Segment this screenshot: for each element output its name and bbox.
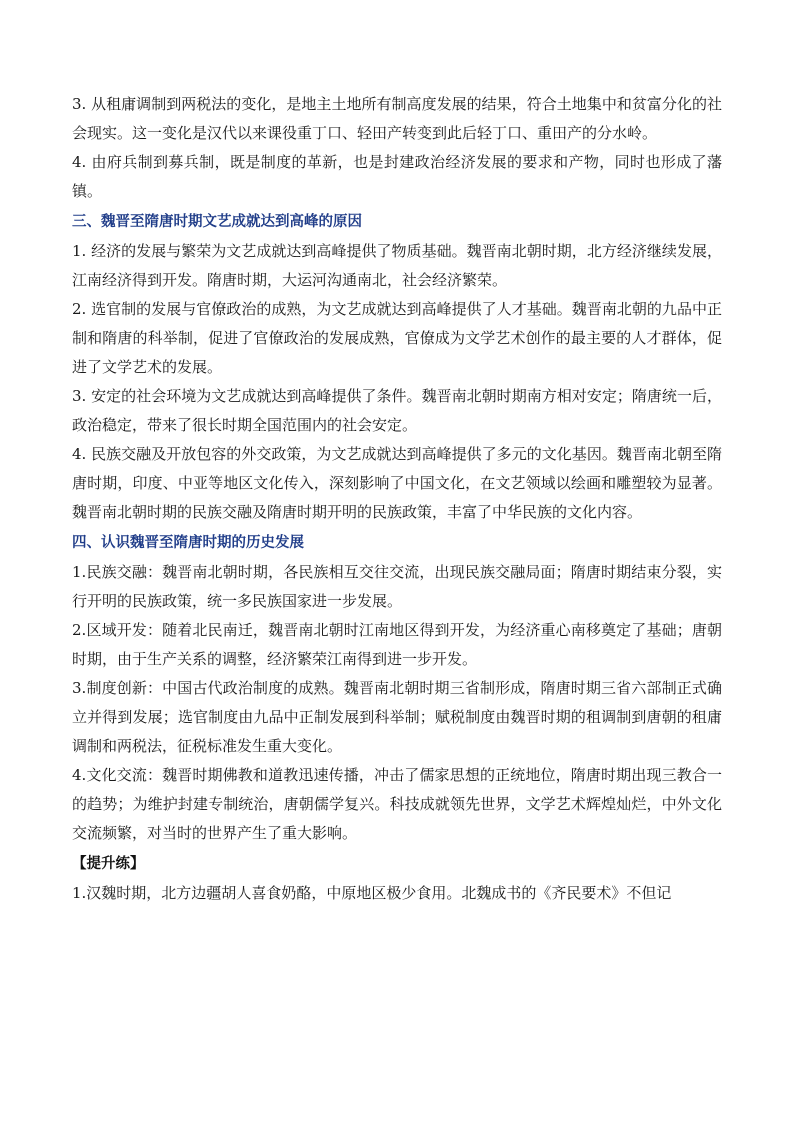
paragraph-land-tax: 3. 从租庸调制到两税法的变化，是地主土地所有制高度发展的结果，符合土地集中和贫富分化的社会现实。这一变化是汉代以来课役重丁口、轻田产转变到此后轻丁口、重田产的分水岭。 [72,95,722,142]
section4-item-2: 2.区域开发：随着北民南迁，魏晋南北朝时江南地区得到开发，为经济重心南移奠定了基础；唐朝时期，由于生产关系的调整，经济繁荣江南得到进一步开发。 [72,621,722,668]
section3-item-1: 1. 经济的发展与繁荣为文艺成就达到高峰提供了物质基础。魏晋南北朝时期，北方经济继续发展，江南经济得到开发。隋唐时期，大运河沟通南北，社会经济繁荣。 [72,242,722,289]
paragraph-military-system: 4. 由府兵制到募兵制，既是制度的革新，也是封建政治经济发展的要求和产物，同时也形成了藩镇。 [72,153,722,200]
section-heading-4: 四、认识魏晋至隋唐时期的历史发展 [72,535,304,551]
section3-item-4: 4. 民族交融及开放包容的外交政策，为文艺成就达到高峰提供了多元的文化基因。魏晋南北朝至隋唐时期，印度、中亚等地区文化传入，深刻影响了中国文化，在文艺领域以绘画和雕塑较为显著。魏晋南北朝时期的民族交融及隋唐时期开明的民族政策，丰富了中华民族的文化内容。 [72,445,722,521]
section4-item-1: 1.民族交融：魏晋南北朝时期，各民族相互交往交流，出现民族交融局面；隋唐时期结束分裂，实行开明的民族政策，统一多民族国家进一步发展。 [72,563,722,610]
section3-item-3: 3. 安定的社会环境为文艺成就达到高峰提供了条件。魏晋南北朝时期南方相对安定；隋唐统一后，政治稳定，带来了很长时期全国范围内的社会安定。 [72,387,722,434]
section4-item-3: 3.制度创新：中国古代政治制度的成熟。魏晋南北朝时期三省制形成，隋唐时期三省六部制正式确立并得到发展；选官制度由九品中正制发展到科举制；赋税制度由魏晋时期的租调制到唐朝的租庸调制和两税法，征税标准发生重大变化。 [72,679,722,755]
section3-item-2: 2. 选官制的发展与官僚政治的成熟，为文艺成就达到高峰提供了人才基础。魏晋南北朝的九品中正制和隋唐的科举制，促进了官僚政治的发展成熟，官僚成为文学艺术创作的最主要的人才群体，促进了文学艺术的发展。 [72,300,722,376]
practice-question-1: 1.汉魏时期，北方边疆胡人喜食奶酪，中原地区极少食用。北魏成书的《齐民要术》不但记 [72,884,672,902]
section4-item-4: 4.文化交流：魏晋时期佛教和道教迅速传播，冲击了儒家思想的正统地位，隋唐时期出现三教合一的趋势；为维护封建专制统治，唐朝儒学复兴。科技成就领先世界，文学艺术辉煌灿烂，中外文化交流频繁，对当时的世界产生了重大影响。 [72,766,722,842]
document-page [72,90,722,908]
practice-heading: 【提升练】 [72,856,145,872]
section-heading-3: 三、魏晋至隋唐时期文艺成就达到高峰的原因 [72,214,362,230]
